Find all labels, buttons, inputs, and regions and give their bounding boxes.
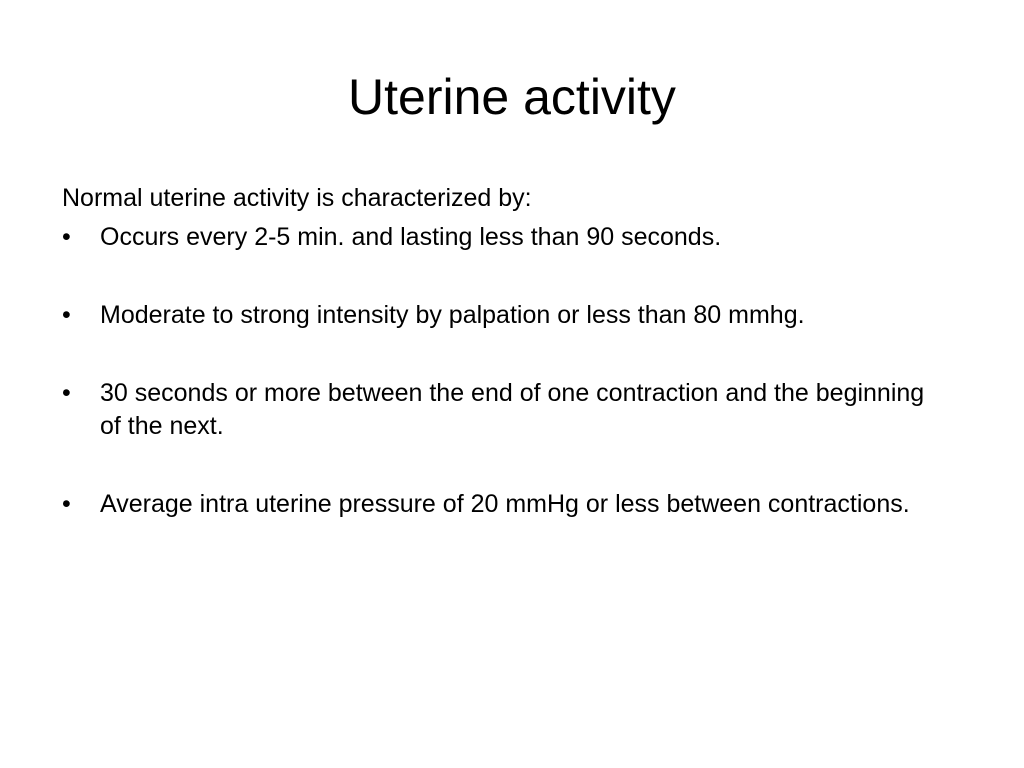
bullet-text: Moderate to strong intensity by palpation or less than 80 mmhg.	[100, 301, 805, 329]
bullet-item	[62, 221, 942, 254]
bullet-dot-icon: •	[62, 379, 71, 407]
slide-body	[62, 182, 942, 566]
slide-title: Uterine activity	[348, 69, 676, 125]
bullet-dot-icon: •	[62, 301, 71, 329]
intro-text: Normal uterine activity is characterized by:	[62, 184, 532, 212]
bullet-dot-icon: •	[62, 490, 71, 518]
bullet-item	[62, 377, 942, 443]
bullet-list	[62, 221, 942, 521]
bullet-text: Occurs every 2-5 min. and lasting less than 90 seconds.	[100, 223, 722, 251]
bullet-dot-icon: •	[62, 223, 71, 251]
bullet-item	[62, 299, 942, 332]
bullet-item	[62, 488, 942, 521]
bullet-text: Average intra uterine pressure of 20 mmHg or less between contractions.	[100, 490, 910, 518]
bullet-text: 30 seconds or more between the end of one contraction and the beginning of the next.	[100, 379, 925, 440]
